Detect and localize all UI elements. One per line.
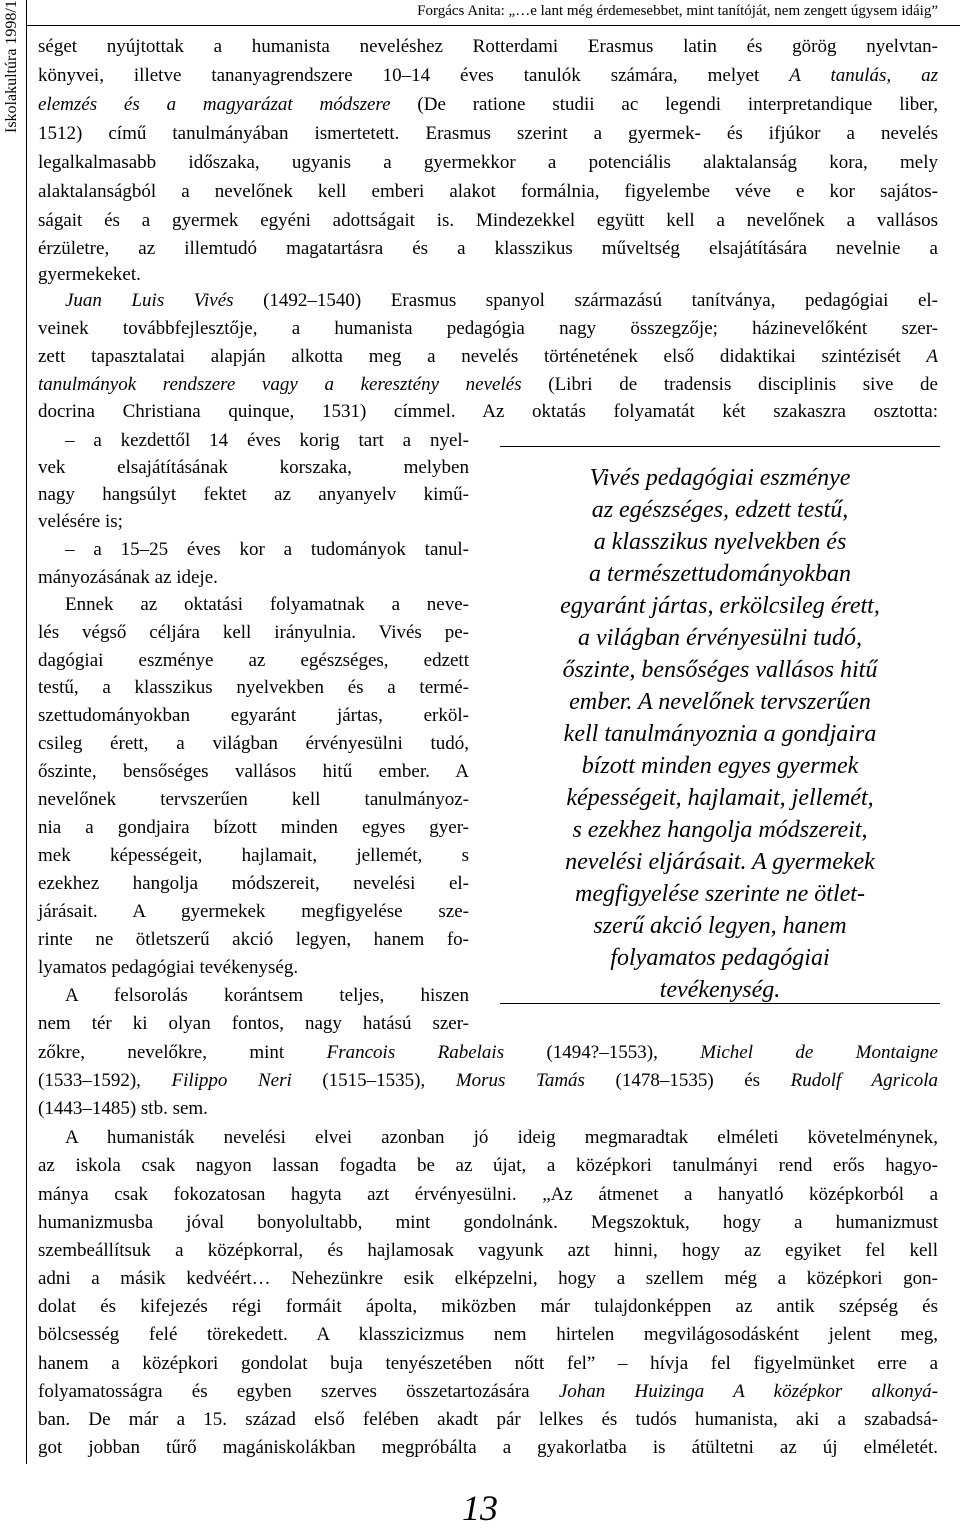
pullquote-line: tevékenység.	[659, 977, 781, 1003]
pullquote-line: őszinte, bensőséges vallásos hitű	[562, 657, 878, 683]
text-line: elemzés és a magyarázat módszere (De ratione studii ac legendi interpretandique liber,	[38, 94, 939, 115]
text-line: testű, a klasszikus nyelvekben és a termé-	[38, 677, 469, 698]
person-name: Morus Tamás	[455, 1070, 585, 1091]
text-line: ban. De már a 15. század első felében akadt pár lelkes és tudós humanista, aki a szabadsá-	[38, 1409, 938, 1430]
list-item: – a 15–25 éves kor a tudományok tanul-	[65, 539, 469, 560]
pullquote-line: a természettudományokban	[589, 561, 851, 587]
text-line: könyvei, illetve tananyagrendszere 10–14 éves tanulók számára, melyet A tanulás, az	[38, 65, 939, 86]
journal-label-text: Iskolakultúra 1998/1	[3, 0, 20, 133]
pullquote-line: egyaránt jártas, erkölcsileg érett,	[560, 593, 880, 619]
text-line: Ennek az oktatási folyamatnak a neve-	[65, 594, 469, 615]
text-line: folyamatosságra és egyben szerves összetartozására Johan Huizinga A középkor alkonyá-	[38, 1381, 938, 1402]
book-title: A tanulás, az	[789, 65, 939, 86]
text-line: csileg érett, a világban érvényesülni tudó,	[38, 733, 469, 754]
text-line: mánya csak fokozatosan hagyta azt érvényesülni. „Az átmenet a hanyatló középkorból a	[38, 1184, 938, 1205]
text-line: lyamatos pedagógiai tevékenység.	[38, 957, 299, 978]
text-line: zőkre, nevelőkre, mint Francois Rabelais (1494?–1553), Michel de Montaigne	[38, 1042, 938, 1063]
text-line: nagy hangsúlyt fektet az anyanyelv kimű-	[38, 484, 469, 505]
text-line: velésére is;	[38, 511, 123, 532]
pullquote-line: szerű akció legyen, hanem	[593, 913, 847, 939]
book-title: Johan Huizinga A középkor alkonyá-	[558, 1381, 938, 1402]
text-line: humanizmusba jóval bonyolultabb, mint gondolnánk. Megszoktuk, hogy a humanizmust	[38, 1212, 938, 1233]
text-line: mek képességeit, hajlamait, jellemét, s	[38, 845, 469, 866]
text-line: járásait. A gyermekek megfigyelése sze-	[38, 901, 469, 922]
text-line: dolat és kifejezés régi formáit ápolta, miközben már tulajdonképpen az antik szépség és	[38, 1296, 938, 1317]
pullquote-line: nevelési eljárásait. A gyermekek	[565, 849, 875, 875]
pullquote-line: a klasszikus nyelvekben és	[593, 529, 847, 555]
running-header: Forgács Anita: „…e lant még érdemesebbet, mint tanítóját, nem zengett úgysem idáig”	[417, 3, 938, 19]
pullquote-line: folyamatos pedagógiai	[610, 945, 830, 971]
header-rule	[26, 25, 960, 26]
text-line: szettudományokban egyaránt jártas, erköl-	[38, 705, 469, 726]
person-name: Francois Rabelais	[326, 1042, 505, 1063]
text-line: rinte ne ötletszerű akció legyen, hanem fo-	[38, 929, 469, 950]
pullquote-line: kell tanulmányoznia a gondjaira	[563, 721, 877, 747]
person-name: Juan Luis Vivés	[65, 290, 234, 311]
book-title: tanulmányok rendszere vagy a keresztény nevelés	[38, 374, 522, 395]
text-line: A humanisták nevelési elvei azonban jó ideig megmaradtak elméleti követelménynek,	[65, 1127, 938, 1148]
text-line: nia a gondjaira bízott minden egyes gyer-	[38, 817, 469, 838]
text-line: az iskola csak nagyon lassan fogadta be az újat, a középkori tanulmányi rend erős hagyo-	[38, 1155, 938, 1176]
text-line: mányozásának az ideje.	[38, 567, 218, 588]
text-line: docrina Christiana quinque, 1531) címmel. Az oktatás folyamatát két szakaszra osztotta:	[38, 401, 938, 422]
pullquote-line: a világban érvényesülni tudó,	[578, 625, 862, 651]
text-line: nevelőnek tervszerűen kell tanulmányoz-	[38, 789, 469, 810]
pullquote-line: képességeit, hajlamait, jellemét,	[566, 785, 874, 811]
text-line: Juan Luis Vivés (1492–1540) Erasmus spanyol származású tanítványa, pedagógiai el-	[65, 290, 938, 311]
book-title: elemzés és a magyarázat módszere	[38, 94, 391, 115]
text-line: bölcsesség felé törekedett. A klasszicizmus nem hirtelen megvilágosodásként jelent meg,	[38, 1324, 938, 1345]
text-line: veinek továbbfejlesztője, a humanista pedagógia nagy összegzője; házinevelőként szer-	[38, 318, 938, 339]
pullquote-line: bízott minden egyes gyermek	[581, 753, 859, 779]
text-line: (1443–1485) stb. sem.	[38, 1098, 208, 1119]
text-line: A felsorolás korántsem teljes, hiszen	[65, 985, 469, 1006]
pullquote-line: megfigyelése szerinte ne ötlet-	[575, 881, 865, 907]
person-name: Rudolf Agricola	[790, 1070, 939, 1091]
text-line: lés végső céljára kell irányulnia. Vivés pe-	[38, 622, 469, 643]
text-line: (1533–1592), Filippo Neri (1515–1535), Morus Tamás (1478–1535) és Rudolf Agricola	[38, 1070, 939, 1091]
pullquote-line: az egészséges, edzett testű,	[591, 497, 849, 523]
text-line: tanulmányok rendszere vagy a keresztény nevelés (Libri de tradensis disciplinis sive de	[38, 374, 938, 395]
list-item: – a kezdettől 14 éves korig tart a nyel-	[65, 430, 469, 451]
text-line: got jobban tűrő magániskolákban megpróbálta a gyakorlatba is átültetni az új elméletét.	[38, 1437, 938, 1458]
text-line: legalkalmasabb időszaka, ugyanis a gyermekkor a potenciális alaktalanság kora, mely	[38, 152, 938, 173]
journal-side-tab	[0, 0, 27, 1464]
pullquote-rule-bottom	[500, 1003, 940, 1004]
text-line: ezekhez hangolja módszereit, nevelési el-	[38, 873, 469, 894]
pullquote-line: ember. A nevelőnek tervszerűen	[569, 689, 871, 715]
text-line: nem tér ki olyan fontos, nagy hatású szer-	[38, 1013, 469, 1034]
text-line: ságait és a gyermek egyéni adottságait is. Mindezekkel együtt kell a nevelőnek a vallásos	[38, 210, 938, 231]
text-line: érzületre, az illemtudó magatartásra és a klasszikus műveltség elsajátítására nevelnie a	[38, 238, 938, 259]
page-number: 13	[462, 1488, 498, 1528]
pullquote-line: s ezekhez hangolja módszereit,	[572, 817, 868, 843]
person-name: Michel de Montaigne	[700, 1042, 938, 1063]
text-line: dagógiai eszménye az egészséges, edzett	[38, 650, 469, 671]
pullquote-line: Vivés pedagógiai eszménye	[589, 465, 851, 491]
text-line: séget nyújtottak a humanista neveléshez Rotterdami Erasmus latin és görög nyelvtan-	[38, 36, 938, 57]
text-line: 1512) című tanulmányában ismertetett. Erasmus szerint a gyermek- és ifjúkor a nevelés	[38, 123, 938, 144]
person-name: Filippo Neri	[171, 1070, 292, 1091]
book-title: A	[926, 346, 938, 367]
text-line: őszinte, bensőséges vallásos hitű ember. A	[38, 761, 469, 782]
text-line: vek elsajátításának korszaka, melyben	[38, 457, 469, 478]
text-line: gyermekeket.	[38, 264, 141, 285]
text-line: adni a másik kedvéért… Nehezünkre esik elképzelni, hogy a szellem még a középkori gon-	[38, 1268, 938, 1289]
text-line: alaktalanságból a nevelőnek kell emberi alakot formálnia, figyelembe véve e kor sajátos-	[38, 181, 938, 202]
pullquote-rule-top	[500, 446, 940, 447]
text-line: hanem a középkori gondolat buja tenyészetében nőtt fel” – hívja fel figyelmünket erre a	[38, 1353, 938, 1374]
text-line: szembeállítsuk a középkorral, és hajlamosak vagyunk azt hinni, hogy az egyiket fel kell	[38, 1240, 938, 1261]
text-line: zett tapasztalatai alapján alkotta meg a nevelés történetének első didaktikai szintézisét A	[38, 346, 938, 367]
